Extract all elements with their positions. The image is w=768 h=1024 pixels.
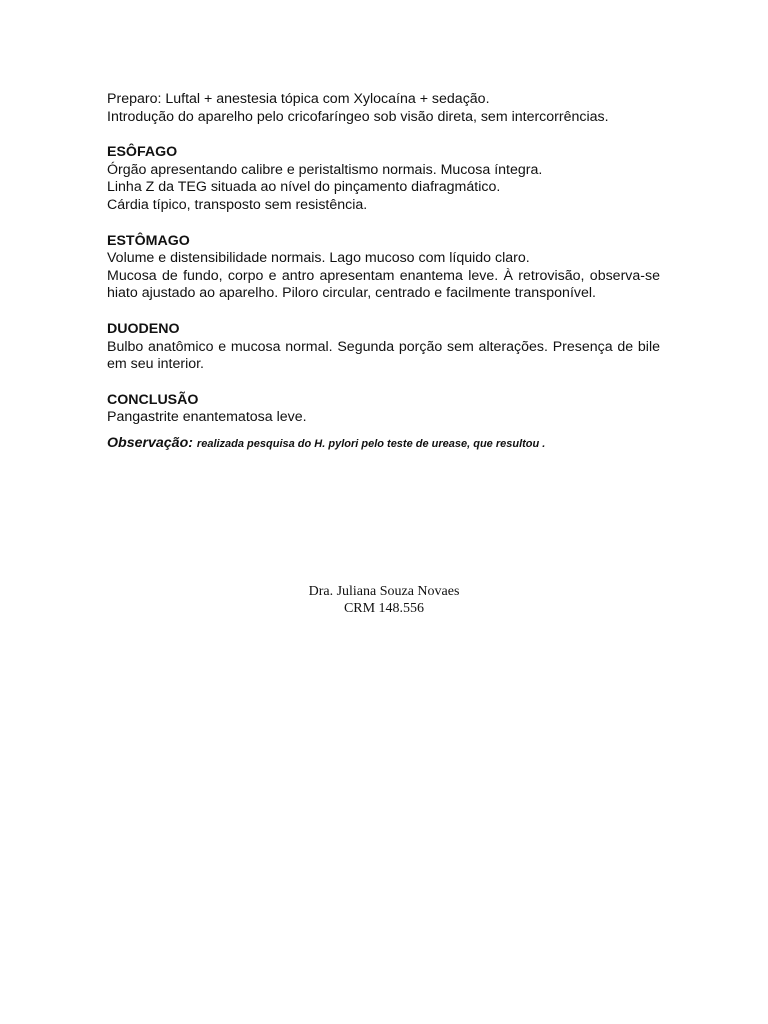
- conclusao-text: Pangastrite enantematosa leve.: [107, 409, 307, 426]
- observacao-line: [107, 435, 660, 454]
- estomago-paragraph: Mucosa de fundo, corpo e antro apresentam enantema leve. À retrovisão, observa-se hiato ajustado ao aparelho. Piloro circular, centrado e facilmente transponível.: [107, 267, 660, 302]
- estomago-line: Volume e distensibilidade normais. Lago mucoso com líquido claro.: [107, 250, 530, 267]
- spacer: [107, 126, 660, 144]
- preparo-line: Preparo: Luftal + anestesia tópica com Xylocaína + sedação.: [107, 91, 490, 107]
- signature-block: [0, 583, 768, 617]
- spacer: [107, 374, 660, 392]
- spacer: [107, 303, 660, 321]
- doctor-crm: CRM 148.556: [343, 601, 425, 616]
- report-body: [107, 91, 660, 454]
- duodeno-paragraph: Bulbo anatômico e mucosa normal. Segunda porção sem alterações. Presença de bile em seu interior.: [107, 338, 660, 373]
- esofago-heading: ESÔFAGO: [107, 144, 178, 161]
- doctor-name: Dra. Juliana Souza Novaes: [308, 584, 460, 599]
- observacao-text: realizada pesquisa do H. pylori pelo teste de urease, que resultou .: [196, 437, 546, 450]
- introducao-line: Introdução do aparelho pelo cricofaríngeo sob visão direta, sem intercorrências.: [107, 108, 609, 125]
- esofago-line: Linha Z da TEG situada ao nível do pinçamento diafragmático.: [107, 179, 501, 196]
- duodeno-heading: DUODENO: [107, 320, 180, 337]
- estomago-heading: ESTÔMAGO: [107, 232, 190, 249]
- observacao-label: Observação:: [107, 434, 193, 451]
- conclusao-heading: CONCLUSÃO: [107, 391, 199, 408]
- spacer: [107, 215, 660, 233]
- esofago-line: Cárdia típico, transposto sem resistência.: [107, 196, 368, 213]
- esofago-line: Órgão apresentando calibre e peristaltismo normais. Mucosa íntegra.: [107, 161, 543, 178]
